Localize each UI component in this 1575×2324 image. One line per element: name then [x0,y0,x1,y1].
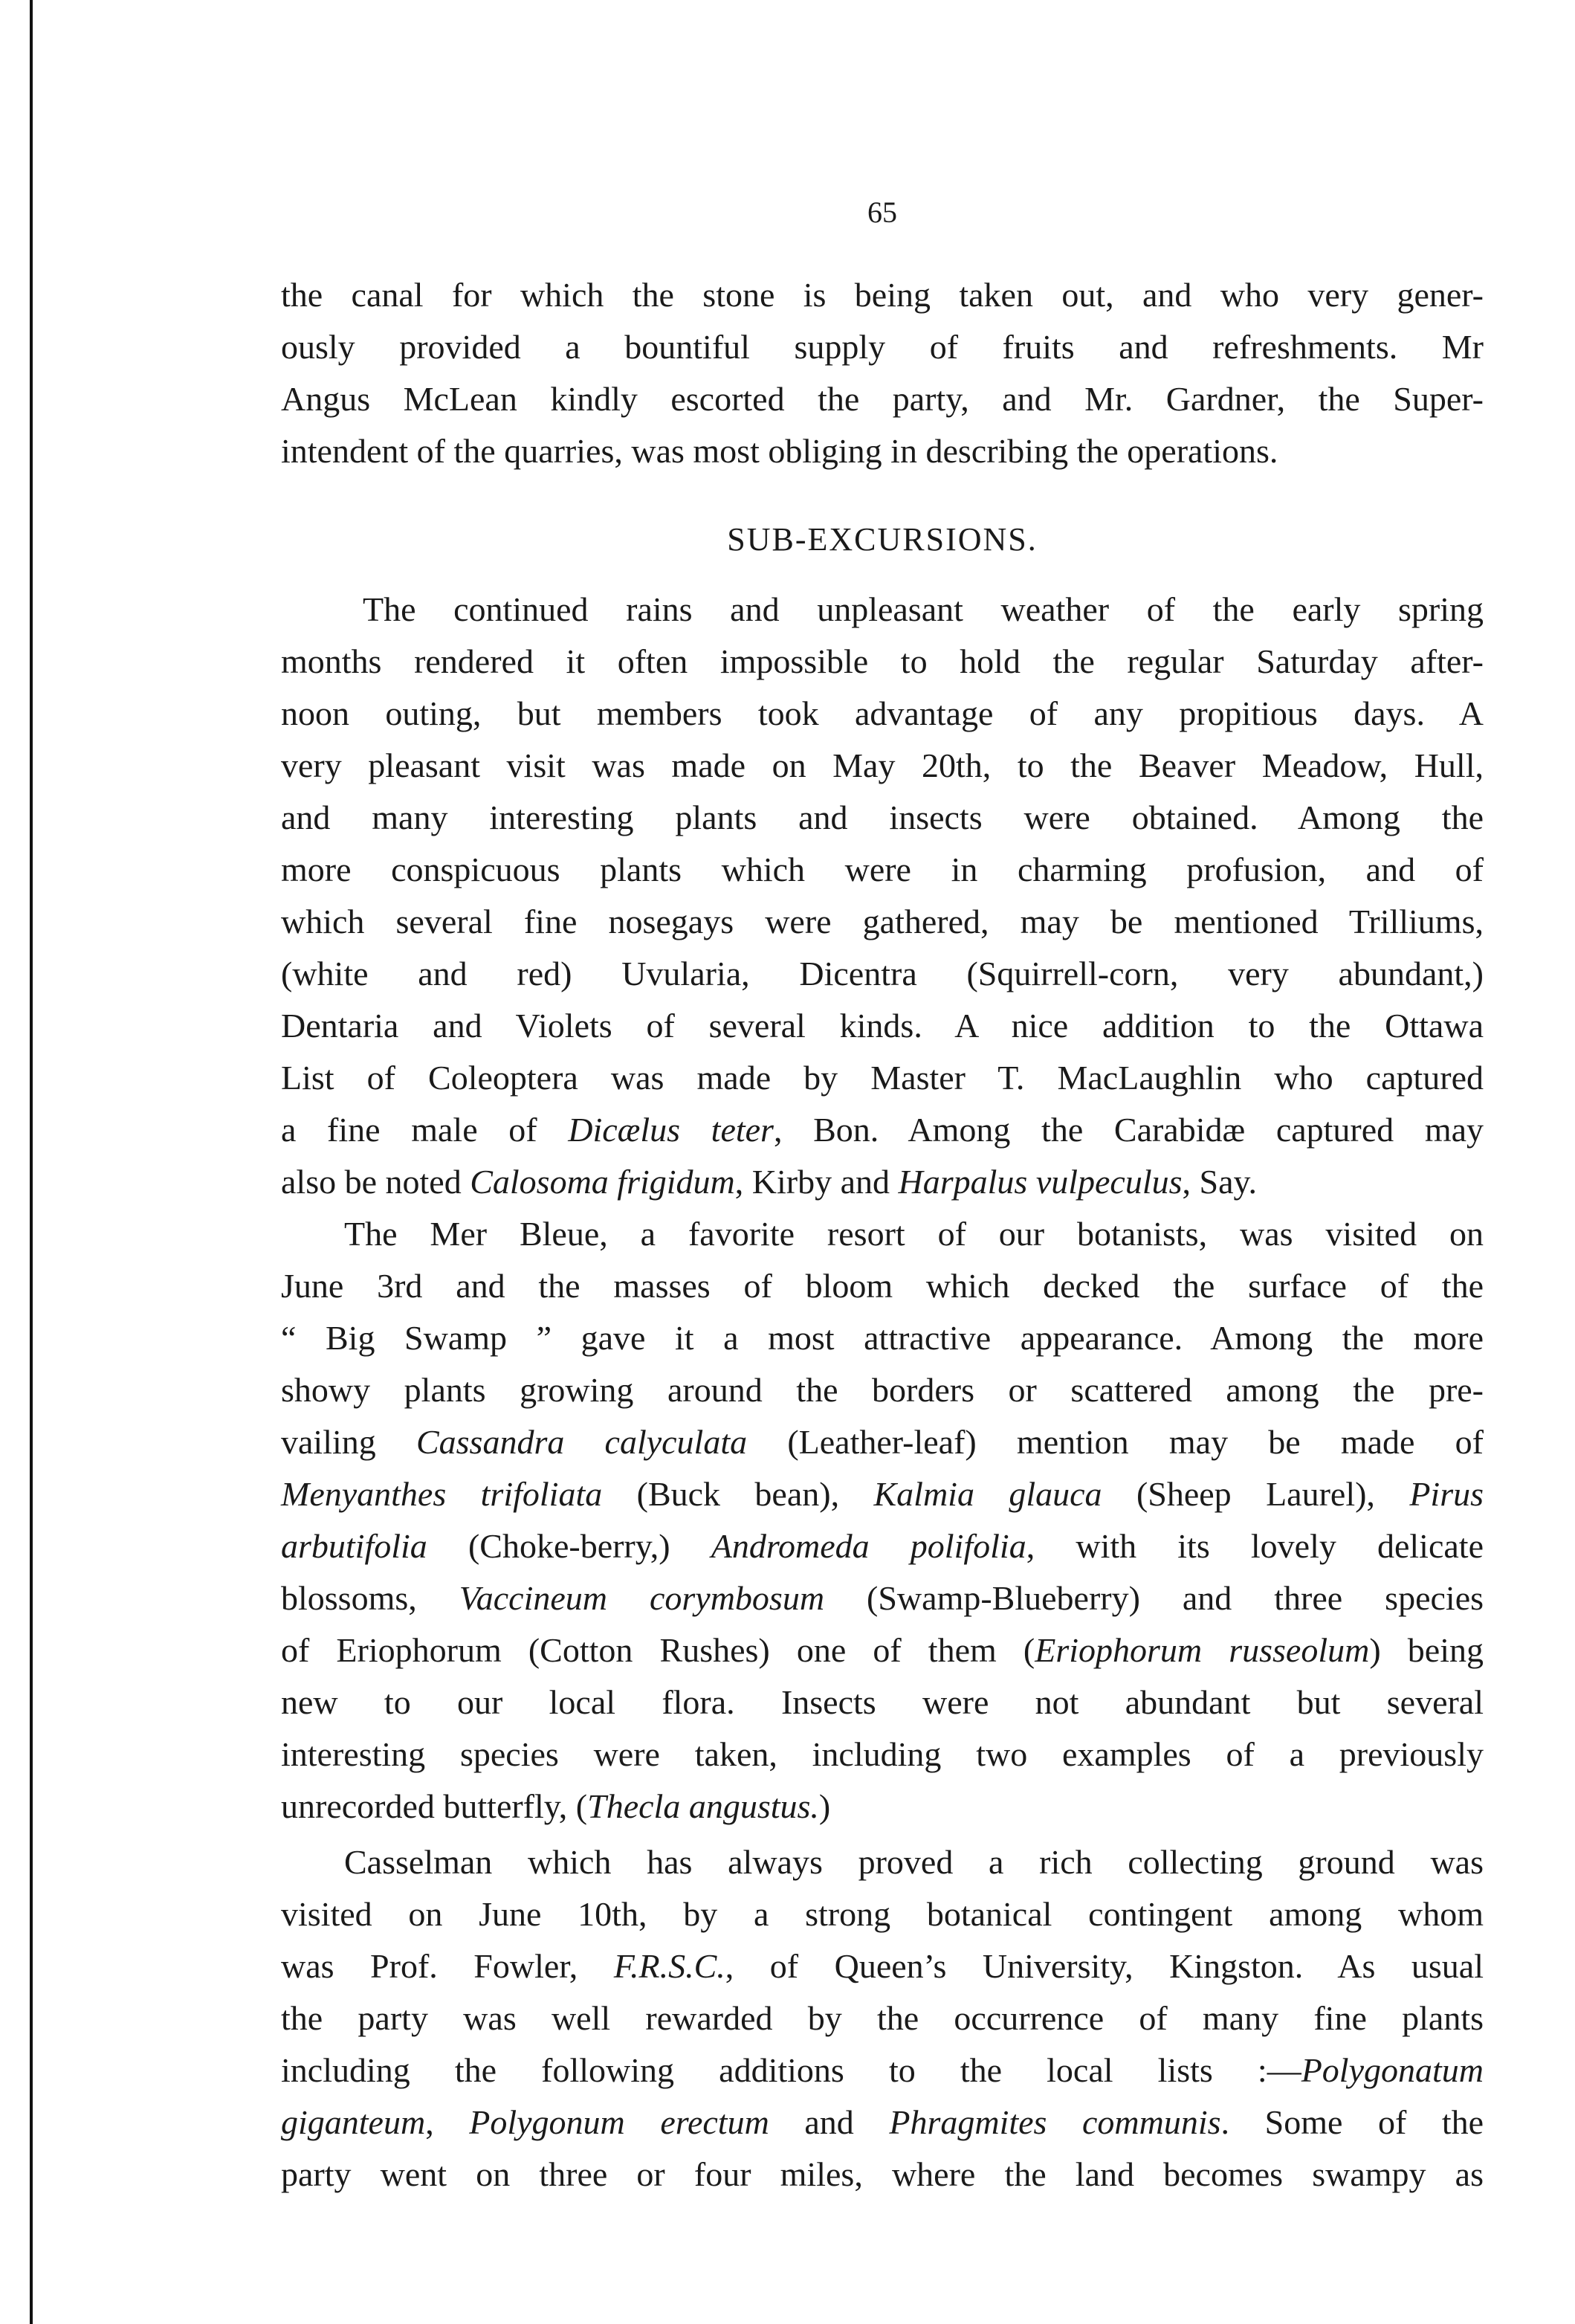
text-line: The continued rains and unpleasant weather of the early spring [363,590,1484,628]
page-margin-rule [30,0,33,2324]
species-name: Calosoma frigidum [470,1163,735,1201]
text-run: of Eriophorum (Cotton Rushes) one of them ( [281,1631,1035,1669]
text-run: and [769,2103,890,2141]
text-line: List of Coleoptera was made by Master T. MacLaughlin who captured [281,1059,1484,1097]
species-name: arbutifolia [281,1527,427,1565]
text-run: (Choke-berry,) [427,1527,711,1565]
text-line [281,1468,1484,1520]
text-line: noon outing, but members took advantage of any propitious days. A [281,694,1484,732]
species-name: Pirus [1409,1475,1484,1513]
species-name: giganteum [281,2103,426,2141]
text-line: Dentaria and Violets of several kinds. A nice addition to the Ottawa [281,1007,1484,1045]
page-number: 65 [867,196,897,229]
text-line [281,1624,1484,1676]
text-run: (Swamp-Blueberry) and three species [824,1579,1484,1617]
text-line: months rendered it often impossible to hold the regular Saturday after- [281,642,1484,680]
text-run: (Sheep Laurel), [1102,1475,1410,1513]
text-line: new to our local flora. Insects were not abundant but several [281,1683,1484,1721]
text-run: including the following additions to the local lists :— [281,2051,1301,2089]
text-line: very pleasant visit was made on May 20th, to the Beaver Meadow, Hull, [281,746,1484,784]
text-run: unrecorded butterfly, ( [281,1787,588,1825]
text-line: Angus McLean kindly escorted the party, and Mr. Gardner, the Super- [281,380,1484,418]
text-run: ) [818,1787,831,1825]
text-line [281,1104,1484,1156]
species-name: Vaccineum corymbosum [459,1579,825,1617]
text-run: (Buck bean), [602,1475,874,1513]
text-line [281,1520,1484,1572]
honorific-title: F.R.S.C. [613,1947,725,1985]
text-run: (Leather-leaf) mention may be made of [747,1423,1484,1461]
species-name: Menyanthes trifoliata [281,1475,603,1513]
text-line: visited on June 10th, by a strong botanical contingent among whom [281,1895,1484,1933]
text-line: and many interesting plants and insects were obtained. Among the [281,798,1484,836]
text-line [281,1416,1484,1468]
text-run: , with its lovely delicate [1026,1527,1484,1565]
text-line: (white and red) Uvularia, Dicentra (Squirrell-corn, very abundant,) [281,955,1484,992]
text-line: June 3rd and the masses of bloom which decked the surface of the [281,1267,1484,1305]
text-line [281,1781,1484,1833]
text-run: ) being [1369,1631,1484,1669]
text-run: a fine male of [281,1111,569,1149]
species-name: Cassandra calyculata [415,1423,748,1461]
species-name: Thecla angustus. [587,1787,819,1825]
text-line [281,1940,1484,1992]
text-run: was Prof. Fowler, [281,1947,614,1985]
species-name: Dicælus teter [568,1111,774,1149]
text-run: , Bon. Among the Carabidæ captured may [773,1111,1484,1149]
species-name: Polygonum erectum [469,2103,769,2141]
text-run: , Say. [1182,1163,1258,1201]
species-name: Harpalus vulpeculus [898,1163,1183,1201]
text-run: , [425,2103,470,2141]
text-line: showy plants growing around the borders or scattered among the pre- [281,1371,1484,1409]
species-name: Eriophorum russeolum [1035,1631,1370,1669]
text-line [281,2097,1484,2149]
text-line [281,2044,1484,2097]
text-line: Casselman which has always proved a rich collecting ground was [344,1843,1484,1881]
species-name: Phragmites communis [889,2103,1221,2141]
text-line: interesting species were taken, including two examples of a previously [281,1735,1484,1773]
text-line: the party was well rewarded by the occurrence of many fine plants [281,1999,1484,2037]
species-name: Andromeda polifolia [711,1527,1026,1565]
species-name: Polygonatum [1301,2051,1484,2089]
text-line: more conspicuous plants which were in charming profusion, and of [281,850,1484,888]
text-run: blossoms, [281,1579,459,1617]
text-line [281,1572,1484,1624]
text-line: party went on three or four miles, where the land becomes swampy as [281,2155,1484,2193]
text-line: which several fine nosegays were gathered, may be mentioned Trilliums, [281,903,1484,940]
text-run: , of Queen’s University, Kingston. As usual [725,1947,1484,1985]
text-line: ously provided a bountiful supply of fruits and refreshments. Mr [281,328,1484,366]
text-line: “ Big Swamp ” gave it a most attractive appearance. Among the more [281,1319,1484,1357]
text-run: . Some of the [1220,2103,1484,2141]
text-line: the canal for which the stone is being taken out, and who very gener- [281,276,1484,314]
species-name: Kalmia glauca [873,1475,1102,1513]
text-run: also be noted [281,1163,470,1201]
text-line [281,1156,1484,1208]
text-run: vailing [281,1423,416,1461]
section-heading: SUB-EXCURSIONS. [727,521,1038,558]
text-run: , Kirby and [734,1163,899,1201]
text-line: intendent of the quarries, was most obliging in describing the operations. [281,432,1278,470]
text-line: The Mer Bleue, a favorite resort of our botanists, was visited on [344,1215,1484,1253]
